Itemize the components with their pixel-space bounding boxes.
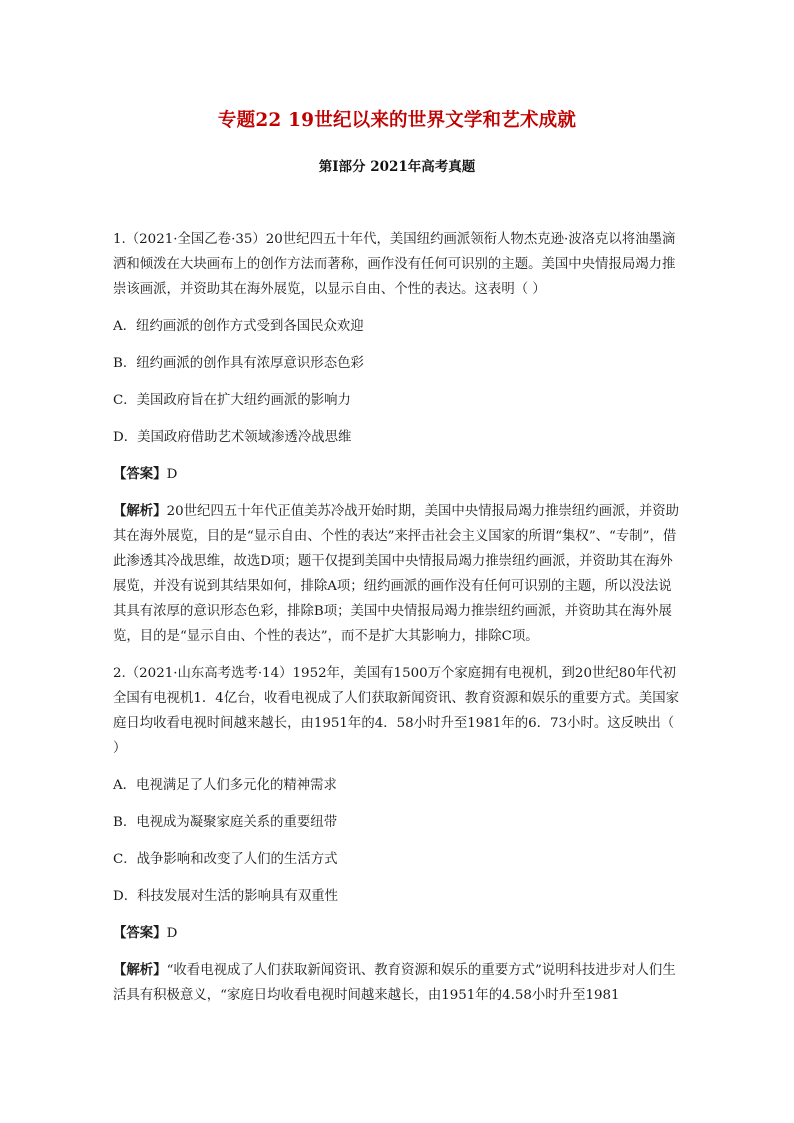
- question-1-option-d: D．美国政府借助艺术领域渗透冷战思维: [113, 430, 352, 445]
- document-title: 专题22 19世纪以来的世界文学和艺术成就: [217, 110, 577, 131]
- question-1-analysis: [113, 499, 683, 649]
- question-2-analysis: [113, 958, 683, 1008]
- question-2-answer: [113, 921, 683, 946]
- question-2-stem: 2.（2021·山东高考选考·14）1952年，美国有1500万个家庭拥有电视机，到20世纪80年代初全国有电视机1．4亿台，收看电视成了人们获取新闻资讯、教育资源和娱乐的重要方式。美国家庭日均收看电视时间越来越长，由1951年的4．58小时升至1981年的6．73小时。这反映出（ ）: [113, 666, 680, 756]
- answer-label: 【答案】: [113, 925, 167, 941]
- question-1-option-a: A．纽约画派的创作方式受到各国民众欢迎: [113, 319, 364, 334]
- analysis-text: 20世纪四五十年代正值美苏冷战开始时期，美国中央情报局竭力推崇纽约画派，并资助其在海外展览，目的是“显示自由、个性的表达”来抨击社会主义国家的所谓“集权”、“专制”，借此渗透其冷战思维，故选D项；题干仅提到美国中央情报局竭力推崇纽约画派，并资助其在海外展览，并没有说到其结果如何，排除A项；纽约画派的画作没有任何可识别的主题，所以没法说其具有浓厚的意识形态色彩，排除B项；美国中央情报局竭力推崇纽约画派，并资助其在海外展览，目的是“显示自由、个性的表达”，而不是扩大其影响力，排除C项。: [113, 504, 680, 644]
- question-2-option-c: C．战争影响和改变了人们的生活方式: [113, 852, 338, 867]
- question-2-option-b: B．电视成为凝聚家庭关系的重要纽带: [113, 815, 338, 830]
- answer-value: D: [166, 467, 178, 482]
- question-2-option-d: D．科技发展对生活的影响具有双重性: [113, 889, 338, 904]
- questions-content: [113, 227, 683, 1008]
- answer-label: 【答案】: [113, 466, 167, 482]
- question-1-answer: [113, 462, 683, 487]
- question-1-stem: 1.（2021·全国乙卷·35）20世纪四五十年代，美国纽约画派领衔人物杰克逊·波洛克以将油墨滴洒和倾泼在大块画布上的创作方法而著称，画作没有任何可识别的主题。美国中央情报局竭力推崇该画派，并资助其在海外展览，以显示自由、个性的表达。这表明（ ）: [113, 232, 676, 297]
- analysis-label: 【解析】: [113, 503, 167, 519]
- analysis-label: 【解析】: [113, 962, 167, 978]
- analysis-text: “收看电视成了人们获取新闻资讯、教育资源和娱乐的重要方式”说明科技进步对人们生活具有积极意义，“家庭日均收看电视时间越来越长，由1951年的4.58小时升至1981: [113, 963, 676, 1003]
- question-1-option-c: C．美国政府旨在扩大纽约画派的影响力: [113, 393, 351, 408]
- question-1-option-b: B．纽约画派的创作具有浓厚意识形态色彩: [113, 356, 364, 371]
- answer-value: D: [166, 926, 178, 941]
- question-2-option-a: A．电视满足了人们多元化的精神需求: [113, 778, 337, 793]
- section-subtitle: 第Ⅰ部分 2021年高考真题: [318, 159, 476, 175]
